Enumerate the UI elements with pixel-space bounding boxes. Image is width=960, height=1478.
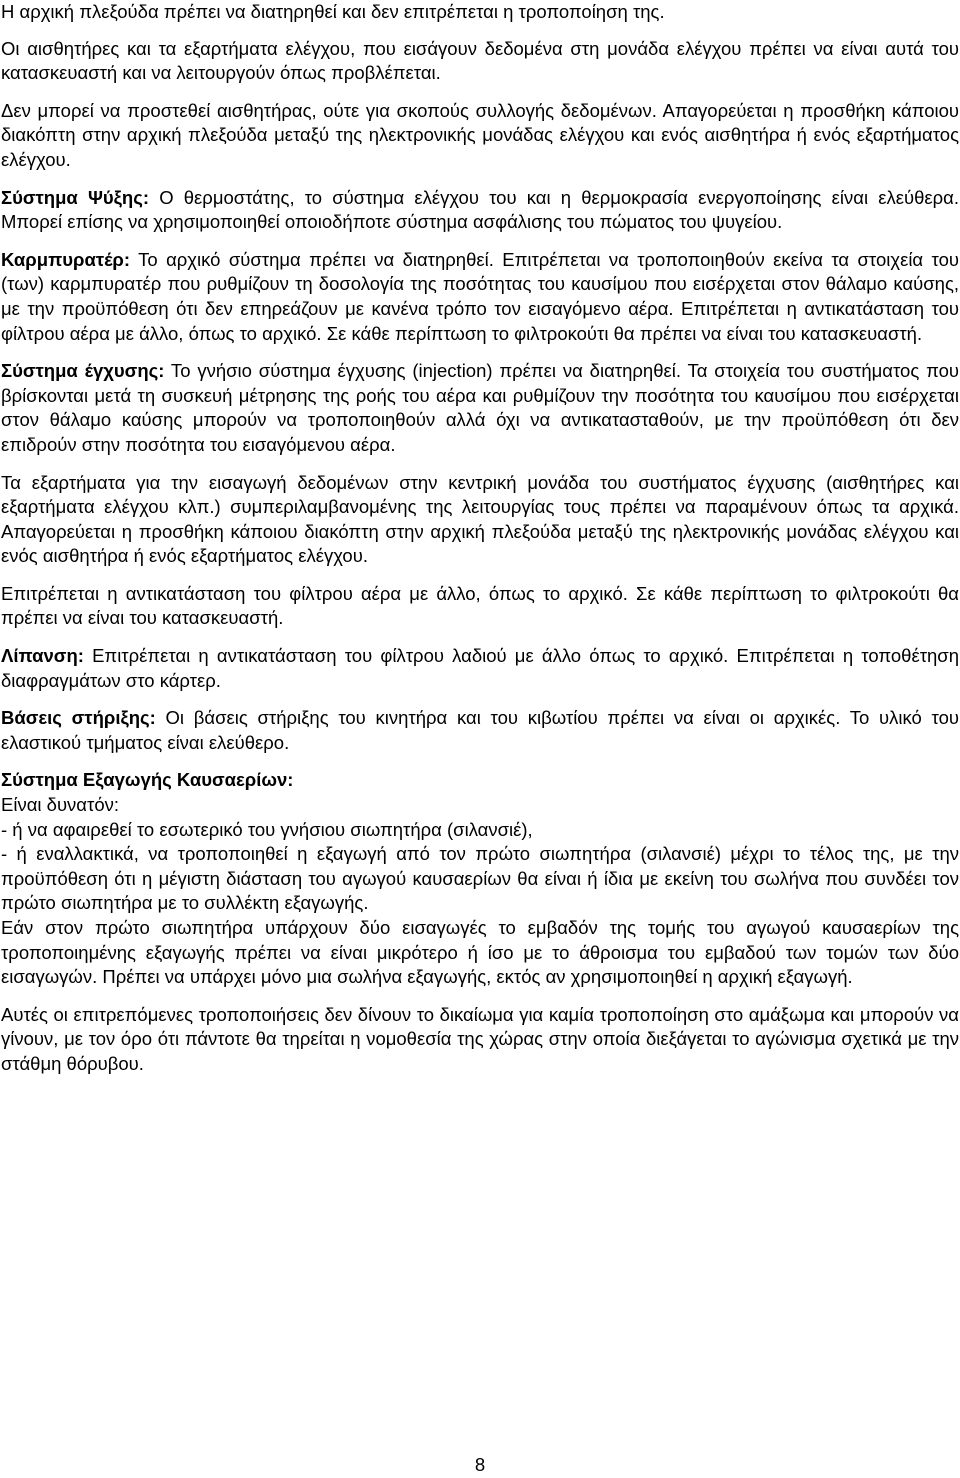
paragraph-mounts	[1, 706, 959, 755]
paragraph-text: Ο θερμοστάτης, το σύστημα ελέγχου του και η θερμοκρασία ενεργοποίησης είναι ελεύθερα. Μπορεί επίσης να χρησιμοποιηθεί οποιοδήποτε σύστημα ασφάλισης του πώματος του ψυγείου.	[1, 186, 960, 233]
paragraph-text: Οι αισθητήρες και τα εξαρτήματα ελέγχου, που εισάγουν δεδομένα στη μονάδα ελέγχου πρέπει να είναι αυτά του κατασκευαστή και να λειτουργούν όπως προβλέπεται.	[1, 37, 959, 84]
paragraph-sensors	[1, 37, 959, 86]
paragraph-cooling-system	[1, 186, 959, 235]
paragraph-lubrication	[1, 644, 959, 693]
document-page	[1, 0, 959, 1090]
paragraph-no-added-sensor	[1, 99, 959, 173]
exhaust-option-item: - ή εναλλακτικά, να τροποποιηθεί η εξαγωγή από τον πρώτο σιωπητήρα (σιλανσιέ) μέχρι το τέλος της, με την προϋπόθεση ότι η μέγιστη διάσταση του αγωγού καυσαερίων θα είναι ή ίδια με εκείνη του σωλήνα που συνδέει τον πρώτο σιωπητήρα με το συλλέκτη εξαγωγής.	[1, 843, 959, 914]
paragraph-text: Η αρχική πλεξούδα πρέπει να διατηρηθεί και δεν επιτρέπεται η τροποποίηση της.	[1, 1, 665, 22]
paragraph-text: Οι βάσεις στήριξης του κινητήρα και του κιβωτίου πρέπει να είναι οι αρχικές. Το υλικό του ελαστικού τμήματος είναι ελεύθερο.	[1, 707, 959, 753]
section-heading-carburettor: Καρμπυρατέρ:	[1, 248, 131, 270]
paragraph-text: Το αρχικό σύστημα πρέπει να διατηρηθεί. Επιτρέπεται να τροποποιηθούν εκείνα τα στοιχεία του (των) καρμπυρατέρ που ρυθμίζουν τη δοσολογία της ποσότητας του καυσίμου που εισέρχεται στον θάλαμο καύσης, με την προϋπόθεση ότι δεν επηρεάζουν με κανένα τρόπο τον εισαγόμενο αέρα. Επιτρέπεται η αντικατάσταση του φίλτρου αέρα με άλλο, όπως το αρχικό. Σε κάθε περίπτωση το φιλτροκούτι θα πρέπει να είναι του κατασκευαστή.	[1, 248, 959, 344]
paragraph-text: Αυτές οι επιτρεπόμενες τροποποιήσεις δεν δίνουν το δικαίωμα για καμία τροποποίηση στο αμάξωμα και μπορούν να γίνουν, με τον όρο ότι πάντοτε θα τηρείται η νομοθεσία της χώρας στην οποία διεξάγεται το αγώνισμα σχετικά με την στάθμη θόρυβου.	[1, 1003, 959, 1074]
paragraph-text: Επιτρέπεται η αντικατάσταση του φίλτρου αέρα με άλλο, όπως το αρχικό. Σε κάθε περίπτωση το φιλτροκούτι θα πρέπει να είναι του κατασκευαστή.	[1, 582, 959, 629]
exhaust-detail-text: Εάν στον πρώτο σιωπητήρα υπάρχουν δύο εισαγωγές το εμβαδόν της τομής του αγωγού καυσαερίων της τροποποιημένης εξαγωγής πρέπει να είναι μικρότερο ή ίσο με το άθροισμα του εμβαδού των τομών των δύο εισαγωγών. Πρέπει να υπάρχει μόνο μια σωλήνα εξαγωγής, εκτός αν χρησιμοποιηθεί η αρχική εξαγωγή.	[1, 917, 959, 988]
paragraph-wiring-harness	[1, 0, 959, 25]
paragraph-text: Επιτρέπεται η αντικατάσταση του φίλτρου λαδιού με άλλο όπως το αρχικό. Επιτρέπεται η τοποθέτηση διαφραγμάτων στο κάρτερ.	[1, 645, 959, 691]
paragraph-text: Τα εξαρτήματα για την εισαγωγή δεδομένων στην κεντρική μονάδα του συστήματος έγχυσης (αισθητήρες και εξαρτήματα ελέγχου κλπ.) συμπεριλαμβανομένης της λειτουργίας τους πρέπει να παραμένουν όπως τα αρχικά. Απαγορεύεται η προσθήκη κάποιου διακόπτη στην αρχική πλεξούδα μεταξύ της ηλεκτρονικής μονάδας ελέγχου και ενός αισθητήρα ή ενός εξαρτήματος ελέγχου.	[1, 471, 959, 567]
section-heading-exhaust: Σύστημα Εξαγωγής Καυσαερίων:	[1, 769, 294, 791]
paragraph-injection-system	[1, 359, 959, 457]
paragraph-closing	[1, 1003, 959, 1077]
section-heading-lubrication: Λίπανση:	[1, 645, 84, 667]
paragraph-text: Δεν μπορεί να προστεθεί αισθητήρας, ούτε για σκοπούς συλλογής δεδομένων. Απαγορεύεται η προσθήκη κάποιου διακόπτη στην αρχική πλεξούδα μεταξύ της ηλεκτρονικής μονάδας ελέγχου και ενός αισθητήρα ή ενός εξαρτήματος ελέγχου.	[1, 99, 959, 170]
section-heading-cooling: Σύστημα Ψύξης:	[1, 186, 150, 208]
exhaust-intro: Είναι δυνατόν:	[1, 794, 119, 816]
section-exhaust-system	[1, 768, 959, 989]
section-heading-mounts: Βάσεις στήριξης:	[1, 707, 156, 729]
page-number: 8	[474, 1454, 486, 1475]
paragraph-carburettor	[1, 248, 959, 346]
paragraph-text: Το γνήσιο σύστημα έγχυσης (injection) πρέπει να διατηρηθεί. Τα στοιχεία του συστήματος που βρίσκονται μετά τη συσκευή μέτρησης της ροής του αέρα και ρυθμίζουν την ποσότητα του καυσίμου που εισέρχεται στον θάλαμο καύσης μπορούν να τροποποιηθούν αλλά όχι να αντικατασταθούν, με την προϋπόθεση ότι δεν επιδρούν στην ποσότητα του εισαγόμενου αέρα.	[1, 360, 959, 455]
paragraph-injection-components	[1, 471, 959, 569]
section-heading-injection: Σύστημα έγχυσης:	[1, 360, 165, 382]
exhaust-option-item: - ή να αφαιρεθεί το εσωτερικό του γνήσιου σιωπητήρα (σιλανσιέ),	[1, 818, 533, 840]
paragraph-air-filter	[1, 582, 959, 631]
